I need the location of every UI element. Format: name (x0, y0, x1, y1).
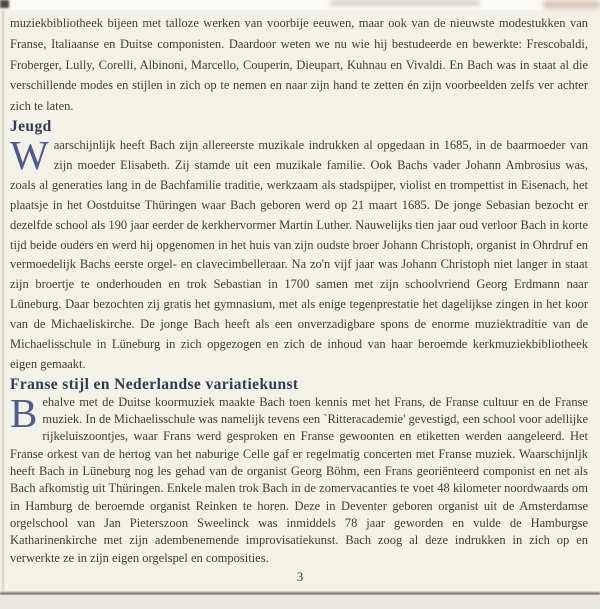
scan-smudge (543, 0, 600, 9)
section-paragraph-franse-stijl (10, 389, 588, 567)
intro-paragraph: muziekbibliotheek bijeen met talloze werken van voorbije eeuwen, maar ook van de nieuwste modestukken van Franse, Italiaanse en Duitse componisten. Daardoor weten we nu wie hij bestudeerde en bewerkte: Frescobaldi, Froberger, Lully, Corelli, Albinoni, Marcello, Couperin, Dieupart, Kuhnau en Vivaldi. En Bach was in staat al die verschillende modes en stijlen in zich op te nemen en naar zijn hand te zetten én zijn voorbeelden zelfs ver achter zich te laten. (10, 16, 588, 114)
page-number: 3 (296, 569, 304, 584)
scan-edge-bottom (0, 595, 600, 609)
page-content (10, 13, 588, 567)
section-heading-jeugd: Jeugd (10, 117, 52, 135)
scan-corner-mark (0, 0, 9, 8)
section-text-franse-stijl: ehalve met de Duitse koormuziek maakte Bach toen kennis met het Frans, de Franse cultuur en de Franse muziek. In de Michaelisschule was namelijk tevens een `Ritteracademie' gevestigd, een school voor adellijke rijkeluiszoontjes, waar Frans werd gesproken en Franse gewoonten en etiketten werden aangeleerd. Het Franse orkest van de hertog van het naburige Celle gaf er regelmatig concerten met Franse muziek. Waarschijnljk heeft Bach in Lüneburg nog les gehad van de organist Georg Böhm, een Frans georiënteerd componist en net als Bach afkomstig uit Thüringen. Enkele malen trok Bach in de zomervacanties te voet 48 kilometer noordwaards om in Hamburg de beroemde organist Reinken te horen. Deze in Deventer geboren organist uit de Amsterdamse orgelschool van Jan Pieterszoon Sweelinck was inmiddels 78 jaar geworden en vulde de Hamburgse Katharinenkirche met zijn adembenemende improvisatiekunst. Bach zoog al deze indrukken in zich op en verwerkte ze in zijn eigen orgelspel en composities. (10, 394, 588, 565)
section-heading-franse-stijl: Franse stijl en Nederlandse variatiekunst (10, 375, 299, 393)
section-text-jeugd: aarschijnlijk heeft Bach zijn allereerste muzikale indrukken al opgedaan in 1685, in de baarmoeder van zijn moeder Elisabeth. Zij stamde uit een muzikale familie. Ook Bachs vader Johann Ambrosius was, zoals al generaties lang in de Bachfamilie traditie, werkzaam als stadspijper, violist en trompettist in Eisenach, het plaatsje in het Oostduitse Thüringen waar Bach geboren werd op 21 maart 1685. De jonge Sebasian bezocht er dezelfde school als 190 jaar eerder de kerkhervormer Martin Luther. Nauwelijks tien jaar oud verloor Bach in korte tijd beide ouders en werd hij opgenomen in het huis van zijn oudste broer Johann Christoph, organist in Ohrdruf en vermoedelijk Bachs eerste orgel- en clavecimbelleraar. Na zo'n vijf jaar was Johann Christoph niet langer in staat zijn broertje te onderhouden en trok Sebastian in 1700 samen met zijn schoolvriend Georg Erdmann naar Lüneburg. Daar bezochten zij gratis het gymnasium, met als enige tegenprestatie het dagelijkse zingen in het koor van de Michaeliskirche. De jonge Bach heeft als een onverzadigbare spons de enorme muziektraditie van de Michaelisschule in Lüneburg in zich opgezogen en zich de inhoud van haar beroemde kerkmuziekbibliotheek eigen gemaakt. (10, 137, 588, 371)
section-paragraph-jeugd (10, 131, 588, 375)
scan-smudge (330, 0, 480, 6)
dropcap-b: B (10, 389, 38, 436)
dropcap-w: W (10, 131, 49, 178)
scan-edge-left (2, 10, 4, 591)
scan-edge-top (0, 0, 600, 10)
